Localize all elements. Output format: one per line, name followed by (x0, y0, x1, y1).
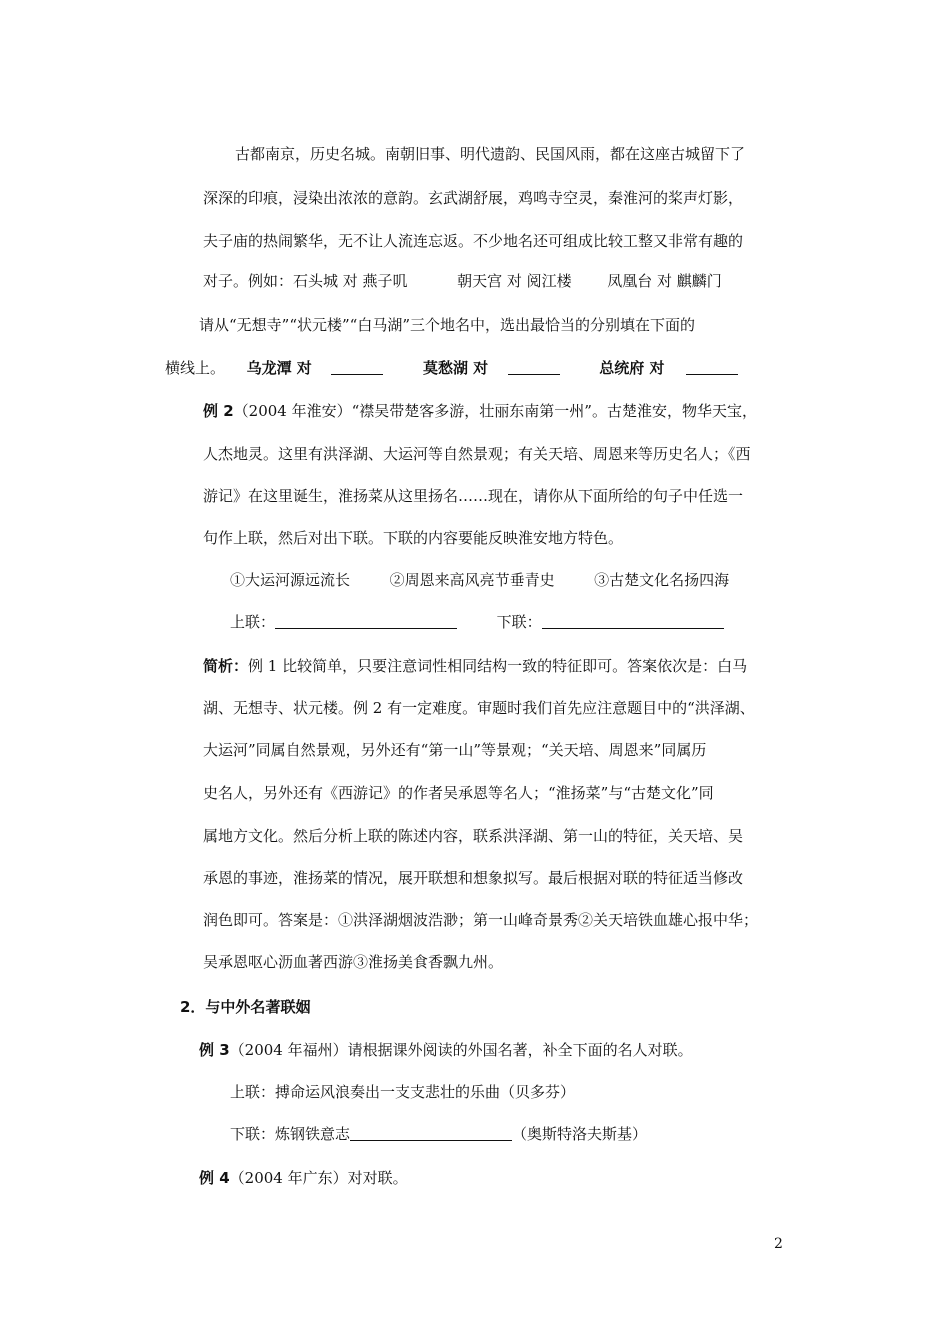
example-3-line-1: 例 3（2004 年福州）请根据课外阅读的外国名著，补全下面的名人对联。 (199, 1041, 693, 1059)
example-3-lower-couplet: 下联：炼钢铁意志 （奥斯特洛夫斯基） (230, 1125, 648, 1143)
example-2-line-4: 句作上联，然后对出下联。下联的内容要能反映淮安地方特色。 (203, 529, 624, 547)
pair-3-label: 总统府 对 (599, 359, 665, 377)
upper-couplet-blank[interactable] (275, 614, 457, 629)
example-3-blank[interactable] (350, 1126, 512, 1141)
lower-couplet-label: 下联： (496, 613, 542, 631)
analysis-line-8: 吴承恩呕心沥血著西游③淮扬美食香飘九州。 (203, 953, 504, 971)
example-2-line-2: 人杰地灵。这里有洪泽湖、大运河等自然景观；有关天培、周恩来等历史名人；《西 (203, 445, 751, 463)
intro-line-3: 夫子庙的热闹繁华，无不让人流连忘返。不少地名还可组成比较工整又非常有趣的 (203, 232, 744, 250)
example-pair-1: 对子。例如：石头城 对 燕子叽 (203, 272, 408, 290)
upper-couplet-label: 上联： (230, 613, 276, 631)
option-2: ②周恩来高风亮节垂青史 (389, 571, 555, 589)
analysis-line-2: 湖、无想寺、状元楼。例 2 有一定难度。审题时我们首先应注意题目中的“洪泽湖、 (203, 699, 755, 717)
intro-line-2: 深深的印痕，浸染出浓浓的意韵。玄武湖舒展，鸡鸣寺空灵，秦淮河的桨声灯影， (203, 189, 744, 207)
analysis-label: 简析： (203, 657, 249, 675)
example-3-label: 例 3 (199, 1041, 230, 1059)
pair-3-blank[interactable] (686, 360, 738, 375)
example-pair-3: 凤凰台 对 麒麟门 (607, 272, 722, 290)
option-1: ①大运河源远流长 (230, 571, 351, 589)
page-number: 2 (774, 1236, 783, 1252)
pair-1-label: 乌龙潭 对 (246, 359, 312, 377)
section-2-heading: 2．与中外名著联姻 (180, 998, 311, 1016)
question-1-prefix: 横线上。 (165, 359, 226, 377)
pair-2-label: 莫愁湖 对 (422, 359, 489, 377)
example-3-upper-couplet: 上联：搏命运风浪奏出一支支悲壮的乐曲（贝多芬） (230, 1083, 576, 1101)
example-2-couplet (230, 612, 724, 632)
example-4-label: 例 4 (199, 1169, 230, 1187)
option-3: ③古楚文化名扬四海 (594, 571, 730, 589)
question-1-line-2 (165, 358, 738, 378)
intro-line-1: 古都南京，历史名城。南朝旧事、明代遗韵、民国风雨，都在这座古城留下了 (235, 145, 746, 163)
lower-couplet-blank[interactable] (542, 614, 724, 629)
pair-2-blank[interactable] (508, 360, 560, 375)
example-pair-2: 朝天宫 对 阅江楼 (457, 272, 572, 290)
analysis-line-5: 属地方文化。然后分析上联的陈述内容，联系洪泽湖、第一山的特征，关天培、吴 (203, 827, 744, 845)
example-2-options (230, 570, 729, 590)
analysis-line-7: 润色即可。答案是：①洪泽湖烟波浩渺；第一山峰奇景秀②关天培铁血雄心报中华； (203, 911, 759, 929)
example-2-label: 例 2 (203, 402, 234, 420)
analysis-line-4: 史名人，另外还有《西游记》的作者吴承恩等名人；“淮扬菜”与“古楚文化”同 (203, 784, 714, 802)
intro-line-4 (203, 271, 722, 291)
analysis-line-3: 大运河”同属自然景观，另外还有“第一山”等景观；“关天培、周恩来”同属历 (203, 741, 707, 759)
question-1-line-1: 请从“无想寺”“状元楼”“白马湖”三个地名中，选出最恰当的分别填在下面的 (199, 316, 696, 334)
analysis-line-1: 简析：例 1 比较简单，只要注意词性相同结构一致的特征即可。答案依次是：白马 (203, 657, 748, 675)
example-4-line-1: 例 4（2004 年广东）对对联。 (199, 1169, 408, 1187)
analysis-line-6: 承恩的事迹，淮扬菜的情况，展开联想和想象拟写。最后根据对联的特征适当修改 (203, 869, 744, 887)
example-2-line-1: 例 2（2004 年淮安）“襟吴带楚客多游，壮丽东南第一州”。古楚淮安，物华天宝， (203, 402, 757, 420)
pair-1-blank[interactable] (331, 360, 383, 375)
example-2-line-3: 游记》在这里诞生，淮扬菜从这里扬名……现在，请你从下面所给的句子中任选一 (203, 487, 744, 505)
